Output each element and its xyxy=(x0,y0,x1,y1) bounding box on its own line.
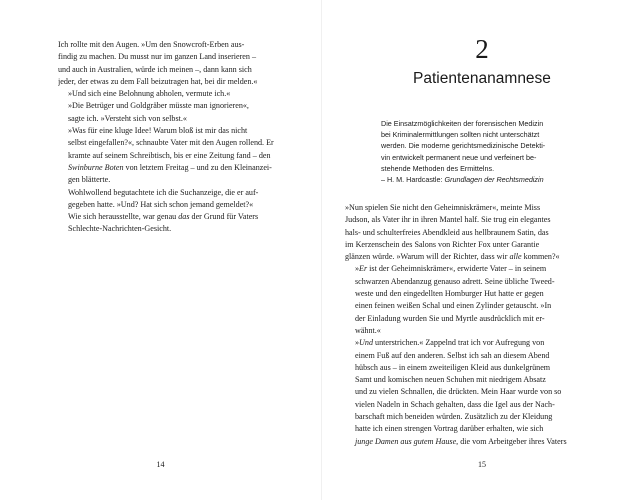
text-line: »Er ist der Geheimniskrämer«, erwiderte Vater – in seinem xyxy=(355,264,547,274)
paragraph xyxy=(345,202,611,263)
text-line: barschaft mich beneiden würden. Zusätzlich zu der Kleidung xyxy=(355,412,553,422)
paragraph xyxy=(58,211,282,236)
paragraph xyxy=(58,39,282,88)
left-page-body xyxy=(58,39,282,236)
text-line: Ich rollte mit den Augen. »Um den Snowcroft-Erben aus- xyxy=(58,40,245,49)
text-line: weste und den eingedellten Homburger Hut hatte er gegen xyxy=(355,289,544,299)
text-line: wähnt.« xyxy=(355,325,381,335)
paragraph xyxy=(58,187,282,212)
text-line: Samt und komischen neuen Schuhen mit niedrigem Absatz xyxy=(355,375,546,385)
text-line: Swinburne Boten von letztem Freitag – und zu den Kleinanzei- xyxy=(68,162,272,172)
text-line: sagte ich. »Versteht sich von selbst.« xyxy=(68,113,187,123)
text-line: »Und unterstrichen.« Zappelnd trat ich vor Aufregung von xyxy=(355,338,545,348)
chapter-number: 2 xyxy=(475,34,489,64)
text-line: findig zu machen. Du musst nur im ganzen Land inserieren – xyxy=(58,52,257,62)
right-page-body xyxy=(345,202,611,448)
epigraph-source xyxy=(381,174,591,185)
text-line: und zu vielen Schnallen, die drückten. Mein Haar wurde von so xyxy=(355,387,562,397)
left-page-number: 14 xyxy=(156,460,165,469)
text-line: hatte ich einen strengen Vortrag darüber erhalten, wie sich xyxy=(355,424,544,434)
text-line: im Kerzenschein des Salons von Richter Fox unter Garantie xyxy=(345,239,540,249)
text-line: vielen Nadeln in Schach gehalten, dass die Igel aus der Nach- xyxy=(355,399,555,409)
paragraph xyxy=(345,263,611,337)
text-line: jeder, der etwas zu dem Fall beizutragen hat, bei dir melden.« xyxy=(58,76,258,86)
text-line: einen feinen weißen Schal und einen Zylinder getauscht. »In xyxy=(355,301,552,311)
text-line: »Was für eine kluge Idee! Warum bloß ist mir das nicht xyxy=(68,126,248,136)
text-line: junge Damen aus gutem Hause, die vom Arbeitgeber ihres Vaters xyxy=(355,436,567,446)
epigraph xyxy=(381,118,591,185)
text-line: Schlechte-Nachrichten-Gesicht. xyxy=(68,224,172,234)
text-line: der Einladung wurden Sie und Myrtle ausdrücklich mit er- xyxy=(355,313,545,323)
text-line: selbst eingefallen?«, schnaubte Vater mit den Augen rollend. Er xyxy=(68,138,274,148)
text-line: »Die Betrüger und Goldgräber müsste man ignorieren«, xyxy=(68,101,249,111)
right-page-number: 15 xyxy=(478,460,486,469)
text-line: einem Fuß auf den anderen. Selbst ich sah an diesem Abend xyxy=(355,350,550,360)
text-line: kramte auf seinem Schreibtisch, bis er eine Zeitung fand – den xyxy=(68,150,271,160)
paragraph xyxy=(345,337,611,448)
text-line: schwarzen Abendanzug genauso adrett. Seine übliche Tweed- xyxy=(355,276,555,286)
text-line: Wohlwollend begutachtete ich die Suchanzeige, die er auf- xyxy=(68,187,259,197)
text-line: und auch in Australien, würde ich meinen –, dann kann sich xyxy=(58,64,252,74)
text-line: »Nun spielen Sie nicht den Geheimniskrämer«, meinte Miss xyxy=(345,203,541,212)
paragraph xyxy=(58,100,282,125)
text-line: Judson, als Vater ihr in ihren Mantel half. Sie trug ein elegantes xyxy=(345,215,551,225)
epigraph-line: vin entwickelt permanent neue und verfeinert be- xyxy=(381,152,537,162)
text-line: Wie sich herausstellte, war genau das der Grund für Vaters xyxy=(68,212,259,222)
epigraph-line: stehende Methoden des Ermittelns. xyxy=(381,163,495,173)
text-line: »Und sich eine Belohnung abholen, vermute ich.« xyxy=(68,89,231,99)
text-line: hals- und schulterfreies Abendkleid aus hellbraunem Satin, das xyxy=(345,227,549,237)
epigraph-author: – H. M. Hardcastle: xyxy=(381,175,443,185)
text-line: gen blätterte. xyxy=(68,175,111,185)
text-line: hübsch aus – in einem zweiteiligen Kleid aus dunkelgrünem xyxy=(355,362,551,372)
epigraph-line: werden. Die moderne gerichtsmedizinische Detekti- xyxy=(381,141,546,151)
epigraph-text xyxy=(381,118,591,174)
chapter-title: Patientenanamnese xyxy=(413,70,551,87)
text-line: glänzen würde. »Warum will der Richter, dass wir alle kommen?« xyxy=(345,252,560,262)
epigraph-line: Die Einsatzmöglichkeiten der forensischen Medizin xyxy=(381,119,544,128)
left-page xyxy=(0,0,321,500)
text-line: gegeben hatte. »Und? Hat sich schon jemand gemeldet?« xyxy=(68,199,254,209)
epigraph-line: bei Kriminalermittlungen sollten nicht unterschätzt xyxy=(381,130,540,140)
epigraph-book-title: Grundlagen der Rechtsmedizin xyxy=(444,175,544,185)
paragraph xyxy=(58,125,282,186)
right-page xyxy=(321,0,643,500)
paragraph xyxy=(58,88,282,100)
